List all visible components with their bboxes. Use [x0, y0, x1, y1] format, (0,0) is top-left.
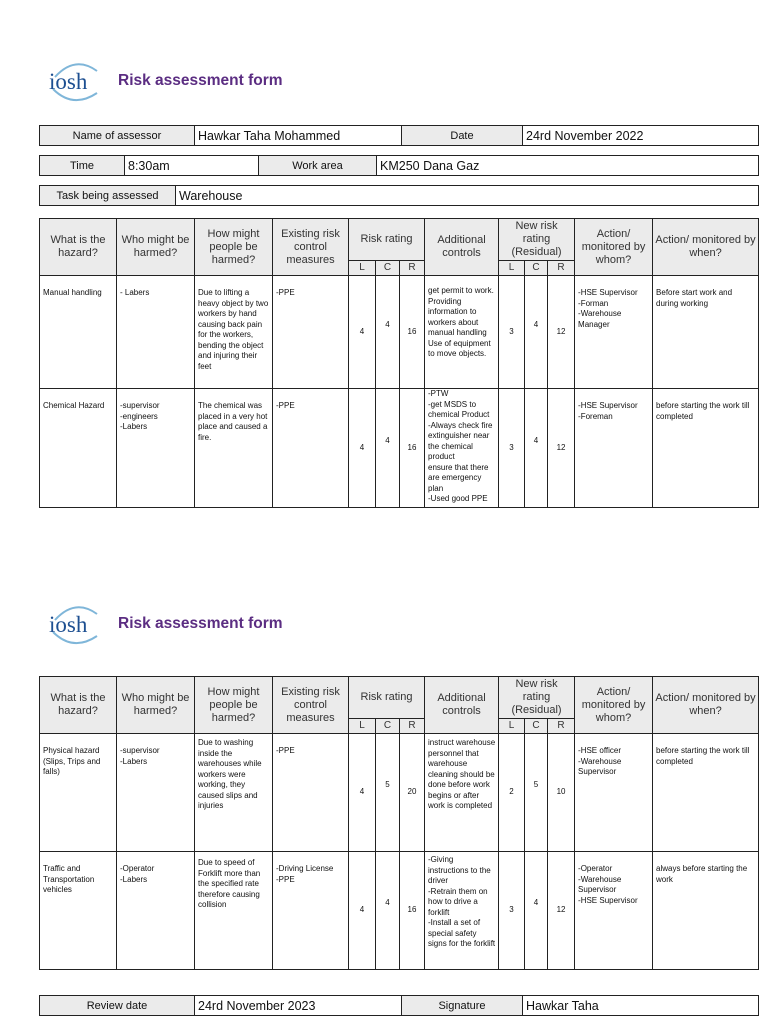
header-new-l: L	[499, 261, 525, 276]
iosh-logo-graphic	[45, 600, 105, 648]
cell-who: -Operator -Labers	[117, 852, 195, 970]
risk-table-2	[39, 676, 759, 970]
cell-hazard: Manual handling	[40, 276, 117, 389]
time-value: 8:30am	[125, 156, 259, 176]
cell-how: Due to washing inside the warehouses while workers were working, they caused slips and injuries	[195, 734, 273, 852]
cell-hazard: Traffic and Transportation vehicles	[40, 852, 117, 970]
form-title: Risk assessment form	[118, 615, 283, 632]
cell-existing: -PPE	[273, 389, 349, 508]
cell-existing: -Driving License -PPE	[273, 852, 349, 970]
cell-hazard: Physical hazard (Slips, Trips and falls)	[40, 734, 117, 852]
header-new-l: L	[499, 719, 525, 734]
cell-how: Due to speed of Forklift more than the specified rate therefore causing collision	[195, 852, 273, 970]
date-label: Date	[402, 126, 523, 146]
header-r: R	[400, 261, 425, 276]
header-new-risk: New risk rating (Residual)	[499, 219, 575, 261]
header-how: How might people be harmed?	[195, 219, 273, 276]
logo-text: iosh	[49, 612, 88, 637]
signature-label: Signature	[402, 996, 523, 1016]
table-row	[40, 852, 759, 970]
risk-table-1	[39, 218, 759, 508]
cell-additional: get permit to work. Providing information to workers about manual handling Use of equipment to move objects.	[425, 276, 499, 389]
header-new-r: R	[548, 261, 575, 276]
assessor-date-row	[39, 125, 759, 146]
cell-r: 16	[400, 276, 425, 389]
cell-new-l: 2	[499, 734, 525, 852]
cell-c: 5	[376, 734, 400, 852]
cell-new-l: 3	[499, 276, 525, 389]
header-hazard: What is the hazard?	[40, 219, 117, 276]
cell-c: 4	[376, 852, 400, 970]
task-row	[39, 185, 759, 206]
iosh-logo	[45, 57, 105, 105]
cell-new-r: 10	[548, 734, 575, 852]
time-area-row	[39, 155, 759, 176]
cell-whom: -Operator -Warehouse Supervisor -HSE Supervisor	[575, 852, 653, 970]
cell-whom: -HSE officer -Warehouse Supervisor	[575, 734, 653, 852]
header-action-whom: Action/ monitored by whom?	[575, 219, 653, 276]
work-area-value: KM250 Dana Gaz	[377, 156, 759, 176]
header-risk-rating: Risk rating	[349, 677, 425, 719]
cell-c: 4	[376, 389, 400, 508]
cell-how: The chemical was placed in a very hot place and caused a fire.	[195, 389, 273, 508]
cell-new-c: 4	[525, 852, 548, 970]
table-row	[40, 734, 759, 852]
cell-new-c: 4	[525, 389, 548, 508]
header-new-c: C	[525, 719, 548, 734]
cell-l: 4	[349, 852, 376, 970]
cell-when: before starting the work till completed	[653, 734, 759, 852]
signature-value: Hawkar Taha	[523, 996, 759, 1016]
cell-new-c: 4	[525, 276, 548, 389]
cell-when: always before starting the work	[653, 852, 759, 970]
header-action-when: Action/ monitored by when?	[653, 677, 759, 734]
header-r: R	[400, 719, 425, 734]
cell-new-r: 12	[548, 852, 575, 970]
header-l: L	[349, 261, 376, 276]
table-row	[40, 389, 759, 508]
iosh-logo	[45, 600, 105, 648]
header-additional: Additional controls	[425, 677, 499, 734]
time-label: Time	[40, 156, 125, 176]
header-who: Who might be harmed?	[117, 677, 195, 734]
cell-whom: -HSE Supervisor -Foreman	[575, 389, 653, 508]
cell-who: - Labers	[117, 276, 195, 389]
work-area-label: Work area	[259, 156, 377, 176]
cell-c: 4	[376, 276, 400, 389]
header-c: C	[376, 719, 400, 734]
header-hazard: What is the hazard?	[40, 677, 117, 734]
cell-l: 4	[349, 389, 376, 508]
review-date-value: 24rd November 2023	[195, 996, 402, 1016]
review-date-label: Review date	[40, 996, 195, 1016]
cell-existing: -PPE	[273, 734, 349, 852]
form-title: Risk assessment form	[118, 72, 283, 89]
cell-existing: -PPE	[273, 276, 349, 389]
cell-additional: instruct warehouse personnel that warehouse cleaning should be done before work begins or after work is completed	[425, 734, 499, 852]
cell-additional: -Giving instructions to the driver -Retrain them on how to drive a forklift -Install a set of special safety signs for the forklift	[425, 852, 499, 970]
cell-new-r: 12	[548, 276, 575, 389]
task-label: Task being assessed	[40, 186, 176, 206]
iosh-logo-graphic	[45, 57, 105, 105]
cell-who: -supervisor -Labers	[117, 734, 195, 852]
header-additional: Additional controls	[425, 219, 499, 276]
cell-l: 4	[349, 734, 376, 852]
header-action-whom: Action/ monitored by whom?	[575, 677, 653, 734]
cell-new-c: 5	[525, 734, 548, 852]
date-value: 24rd November 2022	[523, 126, 759, 146]
cell-r: 16	[400, 389, 425, 508]
header-action-when: Action/ monitored by when?	[653, 219, 759, 276]
cell-how: Due to lifting a heavy object by two workers by hand causing back pain for the workers, bending the object and injuring their feet	[195, 276, 273, 389]
header-l: L	[349, 719, 376, 734]
header-new-risk: New risk rating (Residual)	[499, 677, 575, 719]
assessor-value: Hawkar Taha Mohammed	[195, 126, 402, 146]
cell-hazard: Chemical Hazard	[40, 389, 117, 508]
header-how: How might people be harmed?	[195, 677, 273, 734]
cell-when: Before start work and during working	[653, 276, 759, 389]
cell-new-l: 3	[499, 852, 525, 970]
cell-who: -supervisor -engineers -Labers	[117, 389, 195, 508]
header-new-c: C	[525, 261, 548, 276]
header-existing: Existing risk control measures	[273, 677, 349, 734]
header-who: Who might be harmed?	[117, 219, 195, 276]
assessor-label: Name of assessor	[40, 126, 195, 146]
header-c: C	[376, 261, 400, 276]
cell-r: 20	[400, 734, 425, 852]
task-value: Warehouse	[176, 186, 759, 206]
review-signature-row	[39, 995, 759, 1016]
cell-additional: -PTW -get MSDS to chemical Product -Always check fire extinguisher near the chemical product ensure that there are emergency plan -Used good PPE	[425, 389, 499, 508]
header-risk-rating: Risk rating	[349, 219, 425, 261]
cell-when: before starting the work till completed	[653, 389, 759, 508]
cell-r: 16	[400, 852, 425, 970]
logo-text: iosh	[49, 69, 88, 94]
header-new-r: R	[548, 719, 575, 734]
cell-whom: -HSE Supervisor -Forman -Warehouse Manager	[575, 276, 653, 389]
header-existing: Existing risk control measures	[273, 219, 349, 276]
table-row	[40, 276, 759, 389]
cell-new-r: 12	[548, 389, 575, 508]
cell-l: 4	[349, 276, 376, 389]
cell-new-l: 3	[499, 389, 525, 508]
